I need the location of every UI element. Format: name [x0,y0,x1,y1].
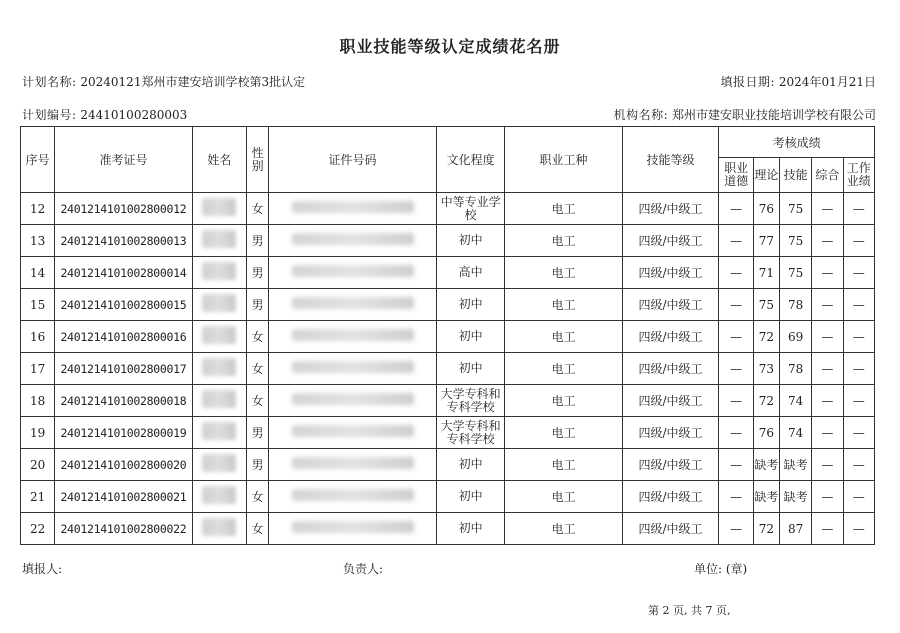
cell-skill: 缺考 [779,449,811,481]
cell-ethics: — [719,449,753,481]
cell-theory: 缺考 [753,449,779,481]
cell-ethics: — [719,513,753,545]
cell-skill: 74 [779,385,811,417]
cell-education: 大学专科和专科学校 [436,385,505,417]
cell-level: 四级/中级工 [622,225,719,257]
cell-seq: 14 [21,257,55,289]
fill-date-label: 填报日期: [720,75,776,89]
cell-performance: — [843,417,874,449]
cell-gender: 女 [247,481,269,513]
cell-performance: — [843,385,874,417]
cell-id-redacted [269,513,437,545]
cell-comprehensive: — [812,225,843,257]
score-roster-table [20,126,875,545]
plan-no-label: 计划编号: [22,108,77,122]
cell-theory: 75 [753,289,779,321]
cell-theory: 72 [753,385,779,417]
header-seq: 序号 [21,127,55,193]
cell-theory: 72 [753,321,779,353]
redacted-name-blur [202,486,236,504]
fill-date-line [721,73,876,90]
cell-gender: 女 [247,385,269,417]
document-title: 职业技能等级认定成绩花名册 [339,37,561,56]
header-performance: 工作业绩 [843,158,874,193]
cell-level: 四级/中级工 [622,449,719,481]
cell-name-redacted [192,417,247,449]
cell-ethics: — [719,321,753,353]
cell-performance: — [843,225,874,257]
table-row [21,513,875,545]
plan-no-line [22,106,187,123]
unit-label: 单位: (章) [694,562,748,576]
redacted-name-blur [202,454,236,472]
cell-education: 初中 [436,225,505,257]
plan-name-label: 计划名称: [22,75,77,89]
cell-level: 四级/中级工 [622,353,719,385]
cell-ethics: — [719,353,753,385]
cell-theory: 76 [753,417,779,449]
cell-level: 四级/中级工 [622,193,719,225]
cell-education: 初中 [436,289,505,321]
cell-level: 四级/中级工 [622,385,719,417]
header-education: 文化程度 [436,127,505,193]
cell-exam-no: 2401214101002800017 [55,353,192,385]
table-row [21,289,875,321]
cell-education: 初中 [436,481,505,513]
cell-performance: — [843,513,874,545]
header-exam-no: 准考证号 [55,127,192,193]
cell-occupation: 电工 [505,417,622,449]
page-indicator: 第 2 页, 共 7 页, [648,604,731,617]
cell-name-redacted [192,257,247,289]
table-row [21,353,875,385]
cell-education: 大学专科和专科学校 [436,417,505,449]
cell-gender: 男 [247,289,269,321]
table-row [21,193,875,225]
cell-education: 初中 [436,353,505,385]
cell-gender: 女 [247,513,269,545]
cell-occupation: 电工 [505,257,622,289]
cell-comprehensive: — [812,385,843,417]
redacted-name-blur [202,358,236,376]
table-row [21,321,875,353]
cell-occupation: 电工 [505,321,622,353]
redacted-id-blur [292,457,414,469]
redacted-name-blur [202,390,236,408]
cell-level: 四级/中级工 [622,481,719,513]
cell-skill: 69 [779,321,811,353]
redacted-id-blur [292,361,414,373]
cell-education: 初中 [436,321,505,353]
cell-id-redacted [269,385,437,417]
cell-occupation: 电工 [505,289,622,321]
cell-exam-no: 2401214101002800016 [55,321,192,353]
redacted-id-blur [292,265,414,277]
cell-performance: — [843,353,874,385]
redacted-name-blur [202,262,236,280]
cell-comprehensive: — [812,417,843,449]
org-name-line [614,106,876,123]
table-row [21,257,875,289]
cell-seq: 17 [21,353,55,385]
cell-seq: 20 [21,449,55,481]
cell-skill: 75 [779,257,811,289]
cell-comprehensive: — [812,513,843,545]
cell-id-redacted [269,225,437,257]
cell-name-redacted [192,481,247,513]
redacted-name-blur [202,422,236,440]
cell-name-redacted [192,385,247,417]
cell-theory: 77 [753,225,779,257]
table-row [21,481,875,513]
cell-exam-no: 2401214101002800019 [55,417,192,449]
cell-level: 四级/中级工 [622,321,719,353]
cell-comprehensive: — [812,289,843,321]
cell-gender: 女 [247,321,269,353]
cell-skill: 78 [779,353,811,385]
redacted-name-blur [202,326,236,344]
cell-gender: 男 [247,417,269,449]
cell-ethics: — [719,193,753,225]
cell-level: 四级/中级工 [622,513,719,545]
cell-gender: 女 [247,353,269,385]
cell-occupation: 电工 [505,193,622,225]
cell-ethics: — [719,225,753,257]
header-id-no: 证件号码 [269,127,437,193]
redacted-id-blur [292,201,414,213]
roster-body [21,193,875,545]
org-name-label: 机构名称: [613,108,669,122]
cell-exam-no: 2401214101002800014 [55,257,192,289]
org-name-value: 郑州市建安职业技能培训学校有限公司 [671,108,876,122]
header-name: 姓名 [192,127,247,193]
cell-id-redacted [269,481,437,513]
cell-education: 初中 [436,449,505,481]
cell-id-redacted [269,417,437,449]
header-comprehensive: 综合 [812,158,843,193]
cell-name-redacted [192,449,247,481]
cell-ethics: — [719,417,753,449]
redacted-id-blur [292,393,414,405]
cell-performance: — [843,289,874,321]
cell-exam-no: 240121410100280001​2 [55,193,192,225]
table-row [21,417,875,449]
cell-theory: 76 [753,193,779,225]
cell-exam-no: 2401214101002800013 [55,225,192,257]
cell-gender: 女 [247,193,269,225]
cell-ethics: — [719,289,753,321]
cell-name-redacted [192,289,247,321]
cell-comprehensive: — [812,193,843,225]
cell-performance: — [843,193,874,225]
header-occupation: 职业工种 [505,127,622,193]
cell-name-redacted [192,321,247,353]
cell-skill: 75 [779,193,811,225]
table-row [21,225,875,257]
cell-skill: 78 [779,289,811,321]
cell-gender: 男 [247,225,269,257]
cell-seq: 15 [21,289,55,321]
cell-ethics: — [719,257,753,289]
cell-seq: 16 [21,321,55,353]
redacted-id-blur [292,233,414,245]
plan-name-value: 20240121郑州市建安培训学校第3批认定 [80,75,306,89]
cell-theory: 71 [753,257,779,289]
cell-theory: 72 [753,513,779,545]
cell-skill: 75 [779,225,811,257]
cell-comprehensive: — [812,449,843,481]
cell-id-redacted [269,289,437,321]
cell-name-redacted [192,353,247,385]
cell-occupation: 电工 [505,481,622,513]
cell-occupation: 电工 [505,449,622,481]
cell-id-redacted [269,321,437,353]
plan-name-line [22,73,305,90]
cell-seq: 22 [21,513,55,545]
cell-theory: 缺考 [753,481,779,513]
cell-performance: — [843,257,874,289]
cell-skill: 74 [779,417,811,449]
redacted-name-blur [202,198,236,216]
cell-education: 高中 [436,257,505,289]
header-theory: 理论 [753,158,779,193]
cell-theory: 73 [753,353,779,385]
cell-id-redacted [269,449,437,481]
cell-performance: — [843,481,874,513]
header-skill: 技能 [779,158,811,193]
cell-ethics: — [719,481,753,513]
cell-occupation: 电工 [505,513,622,545]
cell-performance: — [843,321,874,353]
cell-id-redacted [269,193,437,225]
cell-exam-no: 2401214101002800020 [55,449,192,481]
cell-exam-no: 2401214101002800018 [55,385,192,417]
cell-skill: 87 [779,513,811,545]
cell-gender: 男 [247,257,269,289]
head-label: 负责人: [343,562,384,576]
cell-id-redacted [269,257,437,289]
cell-comprehensive: — [812,353,843,385]
header-scores-group: 考核成绩 [719,127,875,158]
cell-seq: 21 [21,481,55,513]
header-ethics: 职业道德 [719,158,753,193]
cell-gender: 男 [247,449,269,481]
redacted-name-blur [202,518,236,536]
cell-name-redacted [192,513,247,545]
fill-date-value: 2024年01月21日 [778,75,876,89]
redacted-name-blur [202,230,236,248]
redacted-id-blur [292,521,414,533]
cell-level: 四级/中级工 [622,417,719,449]
cell-occupation: 电工 [505,353,622,385]
cell-name-redacted [192,225,247,257]
cell-performance: — [843,449,874,481]
cell-level: 四级/中级工 [622,257,719,289]
cell-exam-no: 2401214101002800022 [55,513,192,545]
cell-seq: 18 [21,385,55,417]
cell-skill: 缺考 [779,481,811,513]
plan-no-value: 24410100280003 [80,108,188,122]
cell-id-redacted [269,353,437,385]
header-level: 技能等级 [622,127,719,193]
redacted-name-blur [202,294,236,312]
cell-comprehensive: — [812,481,843,513]
redacted-id-blur [292,297,414,309]
cell-comprehensive: — [812,321,843,353]
table-row [21,449,875,481]
redacted-id-blur [292,329,414,341]
cell-level: 四级/中级工 [622,289,719,321]
cell-name-redacted [192,193,247,225]
cell-seq: 12 [21,193,55,225]
cell-ethics: — [719,385,753,417]
cell-occupation: 电工 [505,385,622,417]
cell-comprehensive: — [812,257,843,289]
cell-education: 初中 [436,513,505,545]
table-row [21,385,875,417]
filler-label: 填报人: [22,562,63,576]
redacted-id-blur [292,425,414,437]
header-gender: 性别 [247,127,269,193]
cell-seq: 19 [21,417,55,449]
redacted-id-blur [292,489,414,501]
cell-occupation: 电工 [505,225,622,257]
cell-seq: 13 [21,225,55,257]
cell-exam-no: 2401214101002800015 [55,289,192,321]
cell-exam-no: 2401214101002800021 [55,481,192,513]
cell-education: 中等专业学校 [436,193,505,225]
